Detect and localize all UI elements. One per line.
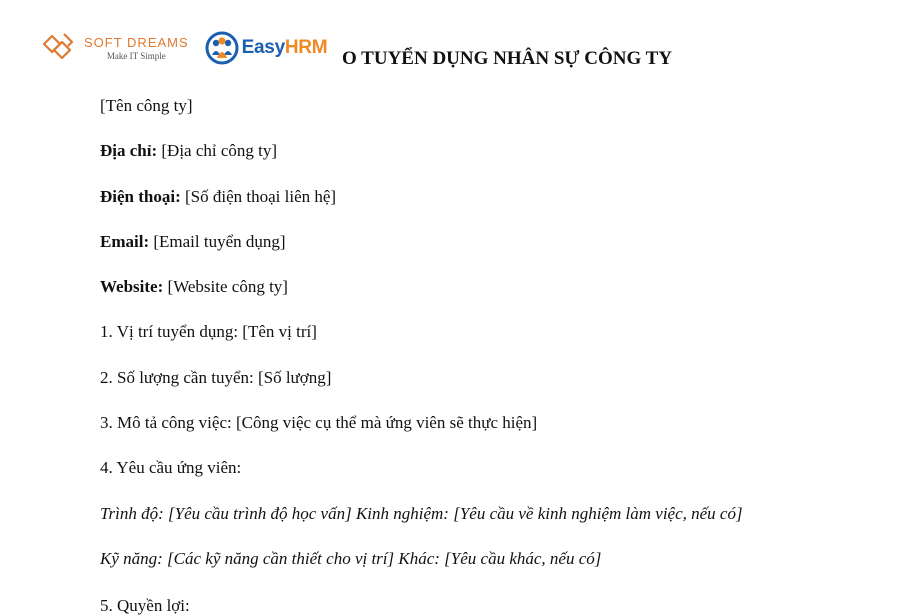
- requirements-education-experience: Trình độ: [Yêu cầu trình độ học vấn] Kinh nghiệm: [Yêu cầu về kinh nghiệm làm việc, nếu có]: [100, 503, 743, 523]
- softdreams-diamond-icon: [42, 30, 78, 66]
- address-value: [Địa chỉ công ty]: [157, 141, 278, 161]
- document-body: [100, 94, 880, 616]
- phone-label: Điện thoại:: [100, 186, 181, 206]
- email-value: [Email tuyển dụng]: [149, 231, 286, 251]
- address-line: [100, 139, 880, 184]
- easyhrm-logo: [205, 31, 328, 65]
- email-line: [100, 230, 880, 275]
- website-label: Website:: [100, 277, 164, 297]
- website-line: [100, 275, 880, 320]
- easyhrm-name: EasyHRM: [241, 37, 328, 58]
- document-title: O TUYỂN DỤNG NHÂN SỰ CÔNG TY: [342, 48, 673, 69]
- phone-value: [Số điện thoại liên hệ]: [180, 186, 337, 206]
- email-label: Email:: [100, 231, 150, 251]
- softdreams-name: SOFT DREAMS: [84, 34, 189, 50]
- softdreams-tagline: Make IT Simple: [106, 50, 166, 61]
- softdreams-logo: [42, 30, 189, 66]
- item-position: 1. Vị trí tuyển dụng: [Tên vị trí]: [100, 322, 317, 342]
- phone-line: [100, 185, 880, 230]
- website-value: [Website công ty]: [163, 277, 288, 297]
- address-label: Địa chỉ:: [100, 141, 158, 161]
- item-job-description: 3. Mô tả công việc: [Công việc cụ thể mà ứng viên sẽ thực hiện]: [100, 413, 538, 433]
- company-name: [Tên công ty]: [100, 96, 193, 115]
- logo-bar: [42, 30, 327, 66]
- item-requirements: 4. Yêu cầu ứng viên:: [100, 458, 242, 478]
- item-quantity: 2. Số lượng cần tuyển: [Số lượng]: [100, 367, 332, 387]
- easyhrm-people-icon: [205, 31, 239, 65]
- requirements-skills-other: Kỹ năng: [Các kỹ năng cần thiết cho vị trí] Khác: [Yêu cầu khác, nếu có]: [100, 548, 602, 568]
- item-benefits-partial: 5. Quyền lợi:: [100, 596, 190, 616]
